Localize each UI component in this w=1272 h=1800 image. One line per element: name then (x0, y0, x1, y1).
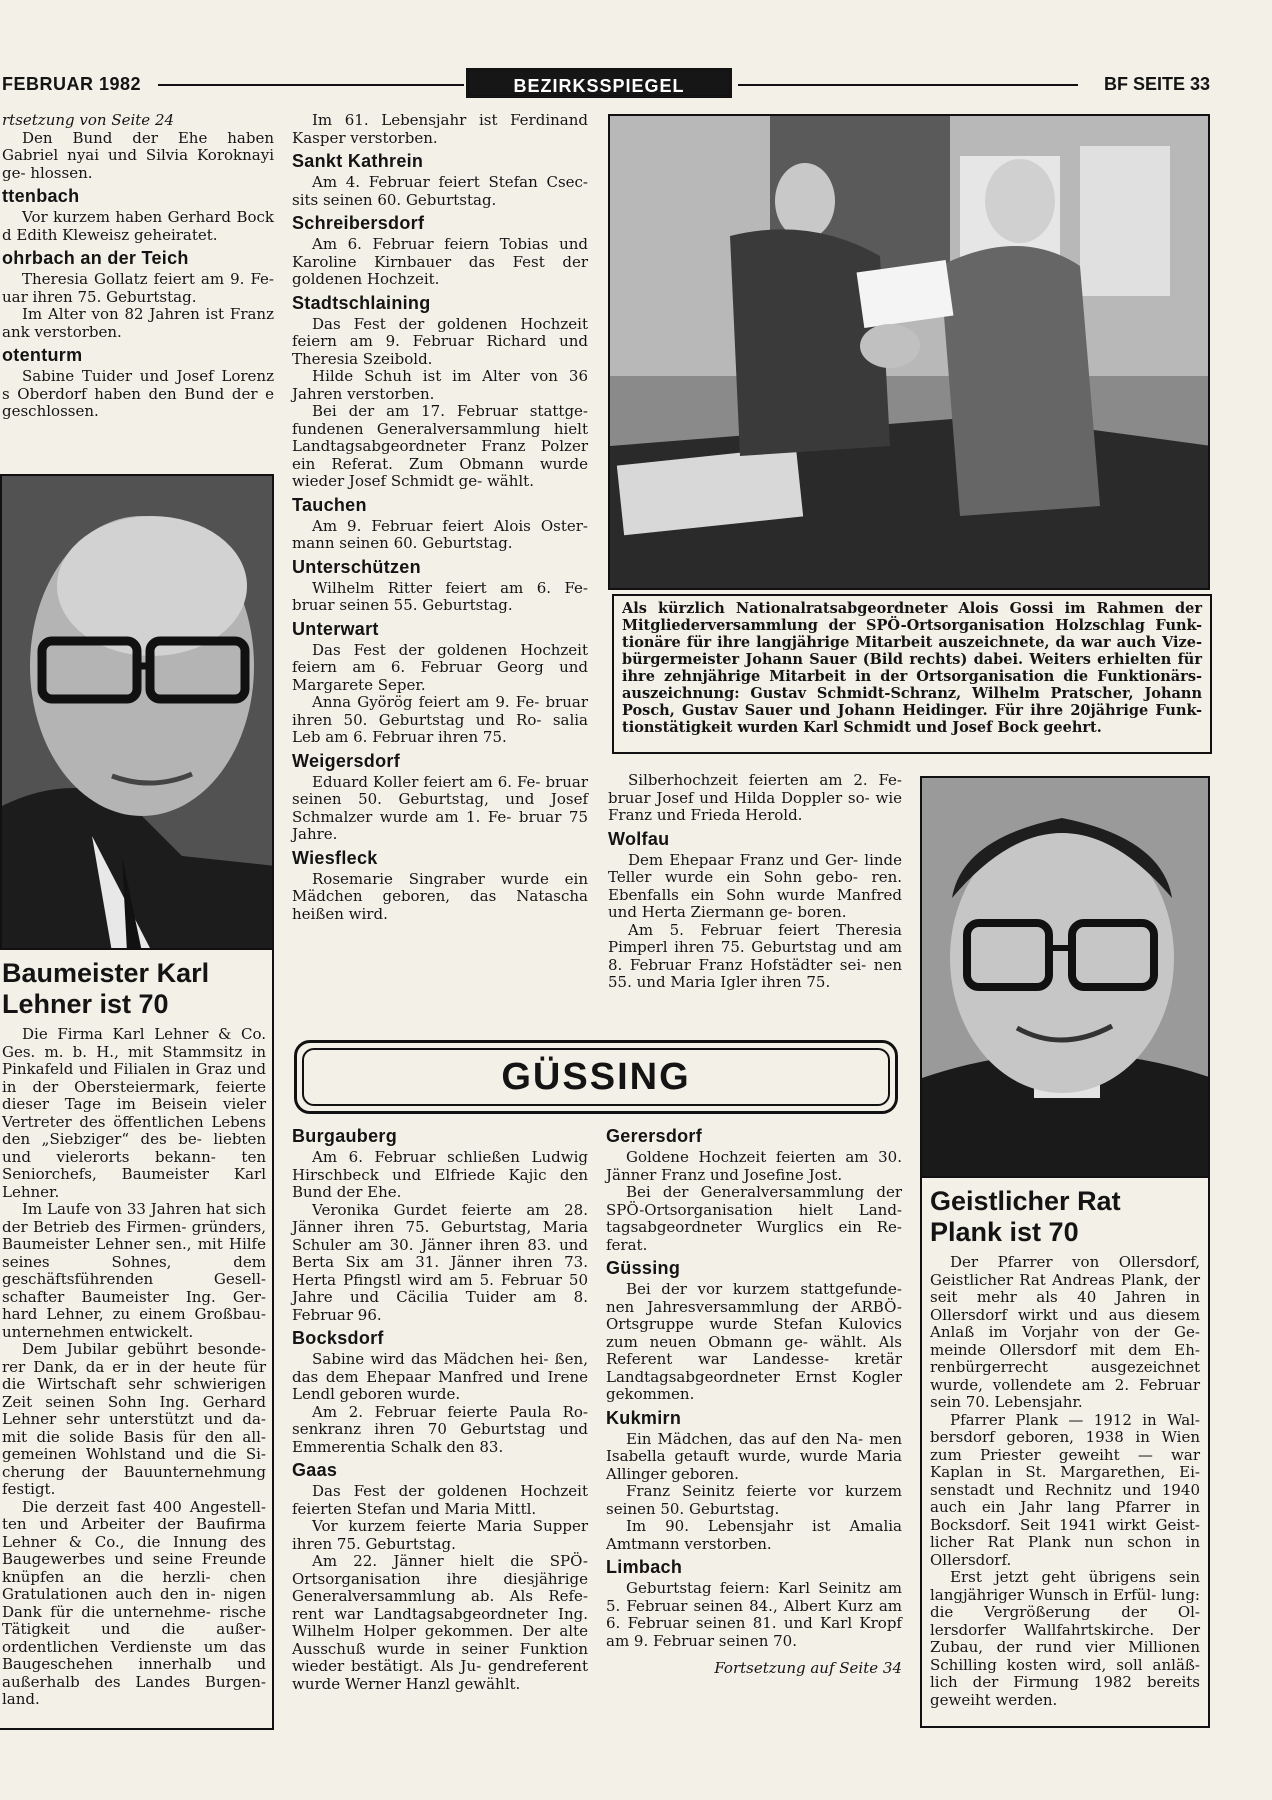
place-heading: otenturm (2, 345, 83, 365)
paragraph: Der Pfarrer von Ollersdorf, Geistlicher Rat Andreas Plank, der seit mehr als 40 Jahren in Ollersdorf wirkt und aus diesem Anlaß im Vorjahr von der Ge- meinde Ollersdorf mit dem Eh- renbürgerrecht ausgezeichnet wurde, vollendete am 2. Februar sein 70. Lebensjahr. (930, 1253, 1200, 1411)
continuation-note: rtsetzung von Seite 24 (2, 111, 175, 129)
place-heading: Sankt Kathrein (292, 151, 424, 171)
paragraph: Sabine wird das Mädchen hei- ßen, das dem Ehepaar Manfred und Irene Lendl geboren wurde. (292, 1350, 588, 1403)
place-heading: Güssing (606, 1258, 681, 1278)
paragraph: Die derzeit fast 400 Angestell- ten und Arbeiter der Baufirma Lehner & Co., die Innung des Baugewerbes und seine Freunde knüpfen an die herzli- chen Gratulationen auch den in- nigen Dank für die unternehme- rische Tätigkeit und die außer- ordentlichen Verdienste um das Baugeschehen innerhalb und außerhalb des Landes Burgen- land. (2, 1497, 266, 1708)
portrait-andreas-plank (920, 776, 1210, 1178)
paragraph: Die Firma Karl Lehner & Co. Ges. m. b. H., mit Stammsitz in Pinkafeld und Filialen in Graz und in der Obersteiermark, feierte dieser Tage im Beisein vieler Vertreter des öffentlichen Lebens den „Siebziger“ des be- liebten und vielerorts bekann- ten Seniorchefs, Baumeister Karl Lehner. (2, 1025, 266, 1201)
place-heading: Unterschützen (292, 556, 421, 577)
section-title: BEZIRKSSPIEGEL (466, 68, 732, 98)
page-number: BF SEITE 33 (1103, 74, 1210, 94)
banner-title: GÜSSING (501, 1056, 691, 1098)
paragraph: Den Bund der Ehe haben Gabriel nyai und Silvia Koroknayi ge- hlossen. (2, 128, 274, 182)
paragraph: Am 5. Februar feiert Theresia Pimperl ihren 75. Geburtstag und am 8. Februar Franz Hofstädter sei- nen 55. und Maria Igler ihren 75. (608, 920, 902, 991)
paragraph: Vor kurzem feierte Maria Supper ihren 75. Geburtstag. (292, 1517, 588, 1553)
paragraph: Rosemarie Singraber wurde ein Mädchen geboren, das Natascha heißen wird. (292, 869, 588, 923)
photo-caption: Als kürzlich Nationalratsabgeordneter Alois Gossi im Rahmen der Mitgliederversammlung der SPÖ-Ortsorganisation Holzschlag Funk- tionäre für ihre langjährige Mitarbeit auszeichnete, da war auch Vize- bürgermeister Johann Sauer (Bild rechts) dabei. Weiters erhielten für ihre zehnjährige Mitarbeit in der Ortsorganisation die Funktionärs- auszeichnung: Gustav Schmidt-Schranz, Wilhelm Pratscher, Johann Posch, Gustav Sauer und Johann Heidinger. Für ihre 20jährige Funk- tionstätigkeit wurden Karl Schmidt und Josef Bock geehrt. (612, 594, 1212, 754)
place-heading: Gerersdorf (606, 1126, 703, 1146)
award-ceremony-photo (610, 116, 1210, 590)
guessing-column-b (606, 1122, 902, 1678)
headline: Plank ist 70 (930, 1217, 1079, 1247)
place-heading: Weigersdorf (292, 750, 400, 771)
place-heading: Limbach (606, 1557, 683, 1577)
portrait-photo (2, 476, 274, 950)
paragraph: Goldene Hochzeit feierten am 30. Jänner Franz und Josefine Jost. (606, 1148, 902, 1184)
paragraph: Im 61. Lebensjahr ist Ferdinand Kasper verstorben. (292, 111, 588, 147)
column-rule (272, 474, 274, 1730)
place-heading: ohrbach an der Teich (2, 248, 189, 268)
column-3 (608, 772, 902, 992)
portrait-photo (922, 778, 1210, 1178)
paragraph: Anna Györög feiert am 9. Fe- bruar ihren 50. Geburtstag und Ro- salia Leb am 6. Februar ihren 75. (292, 693, 588, 746)
headline: Geistlicher Rat (930, 1186, 1121, 1216)
place-heading: Stadtschlaining (292, 292, 431, 313)
place-heading: Tauchen (292, 494, 367, 515)
paragraph: Pfarrer Plank — 1912 in Wal- bersdorf geboren, 1938 in Wien zum Priester geweiht — war Kaplan in St. Margarethen, Ei- senstadt und Rechnitz und 1940 auch ein Jahr lang Pfarrer in Bocksdorf. Seit 1941 wirkt Geist- licher Rat Plank nun schon in Ollersdorf. (930, 1410, 1200, 1569)
paragraph: Bei der Generalversammlung der SPÖ-Ortsorganisation hielt Land- tagsabgeordneter Wurglics ein Re- ferat. (606, 1183, 902, 1254)
place-heading: Kukmirn (606, 1407, 682, 1428)
headline: Baumeister Karl (2, 958, 210, 988)
paragraph: Hilde Schuh ist im Alter von 36 Jahren verstorben. (292, 367, 588, 403)
column-1-top (2, 112, 274, 421)
paragraph: Sabine Tuider und Josef Lorenz s Oberdorf haben den Bund der e geschlossen. (2, 367, 274, 420)
paragraph: Am 22. Jänner hielt die SPÖ- Ortsorganisation ihre diesjährige Generalversammlung ab. Als Refe- rent war Landtagsabgeordneter Ing. Wilhelm Holper gekommen. Der alte Ausschuß wurde in seiner Funktion wieder bestätigt. Als Ju- gendreferent wurde Werner Hanzl gewählt. (292, 1552, 588, 1693)
paragraph: Wilhelm Ritter feiert am 6. Fe- bruar seinen 55. Geburtstag. (292, 578, 588, 614)
paragraph: Vor kurzem haben Gerhard Bock d Edith Kleweisz geheiratet. (2, 208, 274, 244)
paragraph: Bei der vor kurzem stattgefunde- nen Jahresversammlung der ARBÖ-Ortsgruppe wurde Stefan Kulovics zum neuen Obmann ge- wählt. Als Referent war Landesse- kretär Landtagsabgeordneter Ernst Kogler gekommen. (606, 1280, 902, 1403)
paragraph: Am 4. Februar feiert Stefan Csec- sits seinen 60. Geburtstag. (292, 173, 588, 209)
place-heading: Wiesfleck (292, 847, 378, 868)
paragraph: Dem Jubilar gebührt besonde- rer Dank, da er in der heute für die Wirtschaft sehr schwierigen Zeit seinen Sohn Ing. Gerhard Lehner sehr unterstützt und da- mit die solide Basis für den all- gemeinen Wohlstand und die Si- cherung der Bauunternehmung festigt. (2, 1340, 266, 1498)
guessing-column-a (292, 1122, 588, 1693)
header-rule-left (158, 84, 464, 86)
paragraph: Am 6. Februar schließen Ludwig Hirschbeck und Elfriede Kajic den Bund der Ehe. (292, 1148, 588, 1201)
paragraph: Dem Ehepaar Franz und Ger- linde Teller wurde ein Sohn gebo- ren. Ebenfalls ein Sohn wurde Manfred und Herta Ziermann ge- boren. (608, 850, 902, 921)
place-heading: Gaas (292, 1460, 338, 1480)
paragraph: Im 90. Lebensjahr ist Amalia Amtmann verstorben. (606, 1517, 902, 1553)
place-heading: Burgauberg (292, 1126, 398, 1146)
column-2 (292, 112, 588, 923)
paragraph: Bei der am 17. Februar stattge- fundenen Generalversammlung hielt Landtagsabgeordneter Franz Polzer ein Referat. Zum Obmann wurde wieder Josef Schmidt ge- wählt. (292, 402, 588, 490)
page-header (0, 66, 1210, 106)
header-rule-right (738, 84, 1078, 86)
group-photo (608, 114, 1210, 590)
paragraph: Das Fest der goldenen Hochzeit feiern am 6. Februar Georg und Margarete Seper. (292, 640, 588, 694)
paragraph: Silberhochzeit feierten am 2. Fe- bruar Josef und Hilda Doppler so- wie Franz und Frieda Herold. (608, 771, 902, 824)
paragraph: Am 9. Februar feiert Alois Oster- mann seinen 60. Geburtstag. (292, 516, 588, 552)
place-heading: ttenbach (2, 186, 80, 206)
paragraph: Im Alter von 82 Jahren ist Franz ank verstorben. (2, 305, 274, 341)
paragraph: Im Laufe von 33 Jahren hat sich der Betrieb des Firmen- gründers, Baumeister Lehner sen., mit Hilfe seines Sohnes, dem geschäftsführenden Gesell- schafter Baumeister Ing. Ger- hard Lehner, zu einem Großbau- unternehmen entwickelt. (2, 1200, 266, 1341)
article-plank (930, 1186, 1200, 1709)
box-rule (0, 1728, 274, 1730)
paragraph: Das Fest der goldenen Hochzeit feiern am 9. Februar Richard und Theresia Szeibold. (292, 314, 588, 368)
article-lehner (2, 958, 266, 1709)
paragraph: Am 6. Februar feiern Tobias und Karoline Kirnbauer das Fest der goldenen Hochzeit. (292, 235, 588, 288)
paragraph: Erst jetzt geht übrigens sein langjähriger Wunsch in Erfül- lung: die Vergrößerung der Ol- lersdorfer Wallfahrtskirche. Der Zubau, der rund vier Millionen Schilling kosten wird, soll anläß- lich der Firmung 1982 bereits geweiht werden. (930, 1568, 1200, 1709)
place-heading: Unterwart (292, 618, 379, 639)
continued-note: Fortsetzung auf Seite 34 (714, 1659, 902, 1677)
paragraph: Franz Seinitz feierte vor kurzem seinen 50. Geburtstag. (606, 1482, 902, 1518)
paragraph: Geburtstag feiern: Karl Seinitz am 5. Februar seinen 84., Albert Kurz am 6. Februar seinen 81. und Karl Kropf am 9. Februar seinen 70. (606, 1579, 902, 1650)
place-heading: Wolfau (608, 828, 670, 849)
paragraph: Ein Mädchen, das auf den Na- men Isabella getauft wurde, wurde Maria Allinger geboren. (606, 1429, 902, 1483)
place-heading: Schreibersdorf (292, 213, 425, 233)
paragraph: Veronika Gurdet feierte am 28. Jänner ihren 75. Geburtstag, Maria Schuler am 30. Jänner ihren 83. und Berta Six am 31. Jänner ihren 73. Herta Pfingstl wird am 5. Februar 50 Jahre und Cäcilia Tuider am 8. Februar 96. (292, 1200, 588, 1324)
paragraph: Das Fest der goldenen Hochzeit feierten Stefan und Maria Mittl. (292, 1482, 588, 1518)
paragraph: Eduard Koller feiert am 6. Fe- bruar seinen 50. Geburtstag, und Josef Schmalzer wurde am 1. Fe- bruar 75 Jahre. (292, 772, 588, 843)
place-heading: Bocksdorf (292, 1328, 384, 1348)
paragraph: Theresia Gollatz feiert am 9. Fe- uar ihren 75. Geburtstag. (2, 270, 274, 306)
issue-date: FEBRUAR 1982 (2, 74, 142, 94)
portrait-karl-lehner (0, 474, 274, 950)
district-banner (294, 1040, 898, 1114)
paragraph: Am 2. Februar feierte Paula Ro- senkranz ihren 70 Geburtstag und Emmerentia Schalk den 83. (292, 1402, 588, 1456)
headline: Lehner ist 70 (2, 989, 169, 1019)
